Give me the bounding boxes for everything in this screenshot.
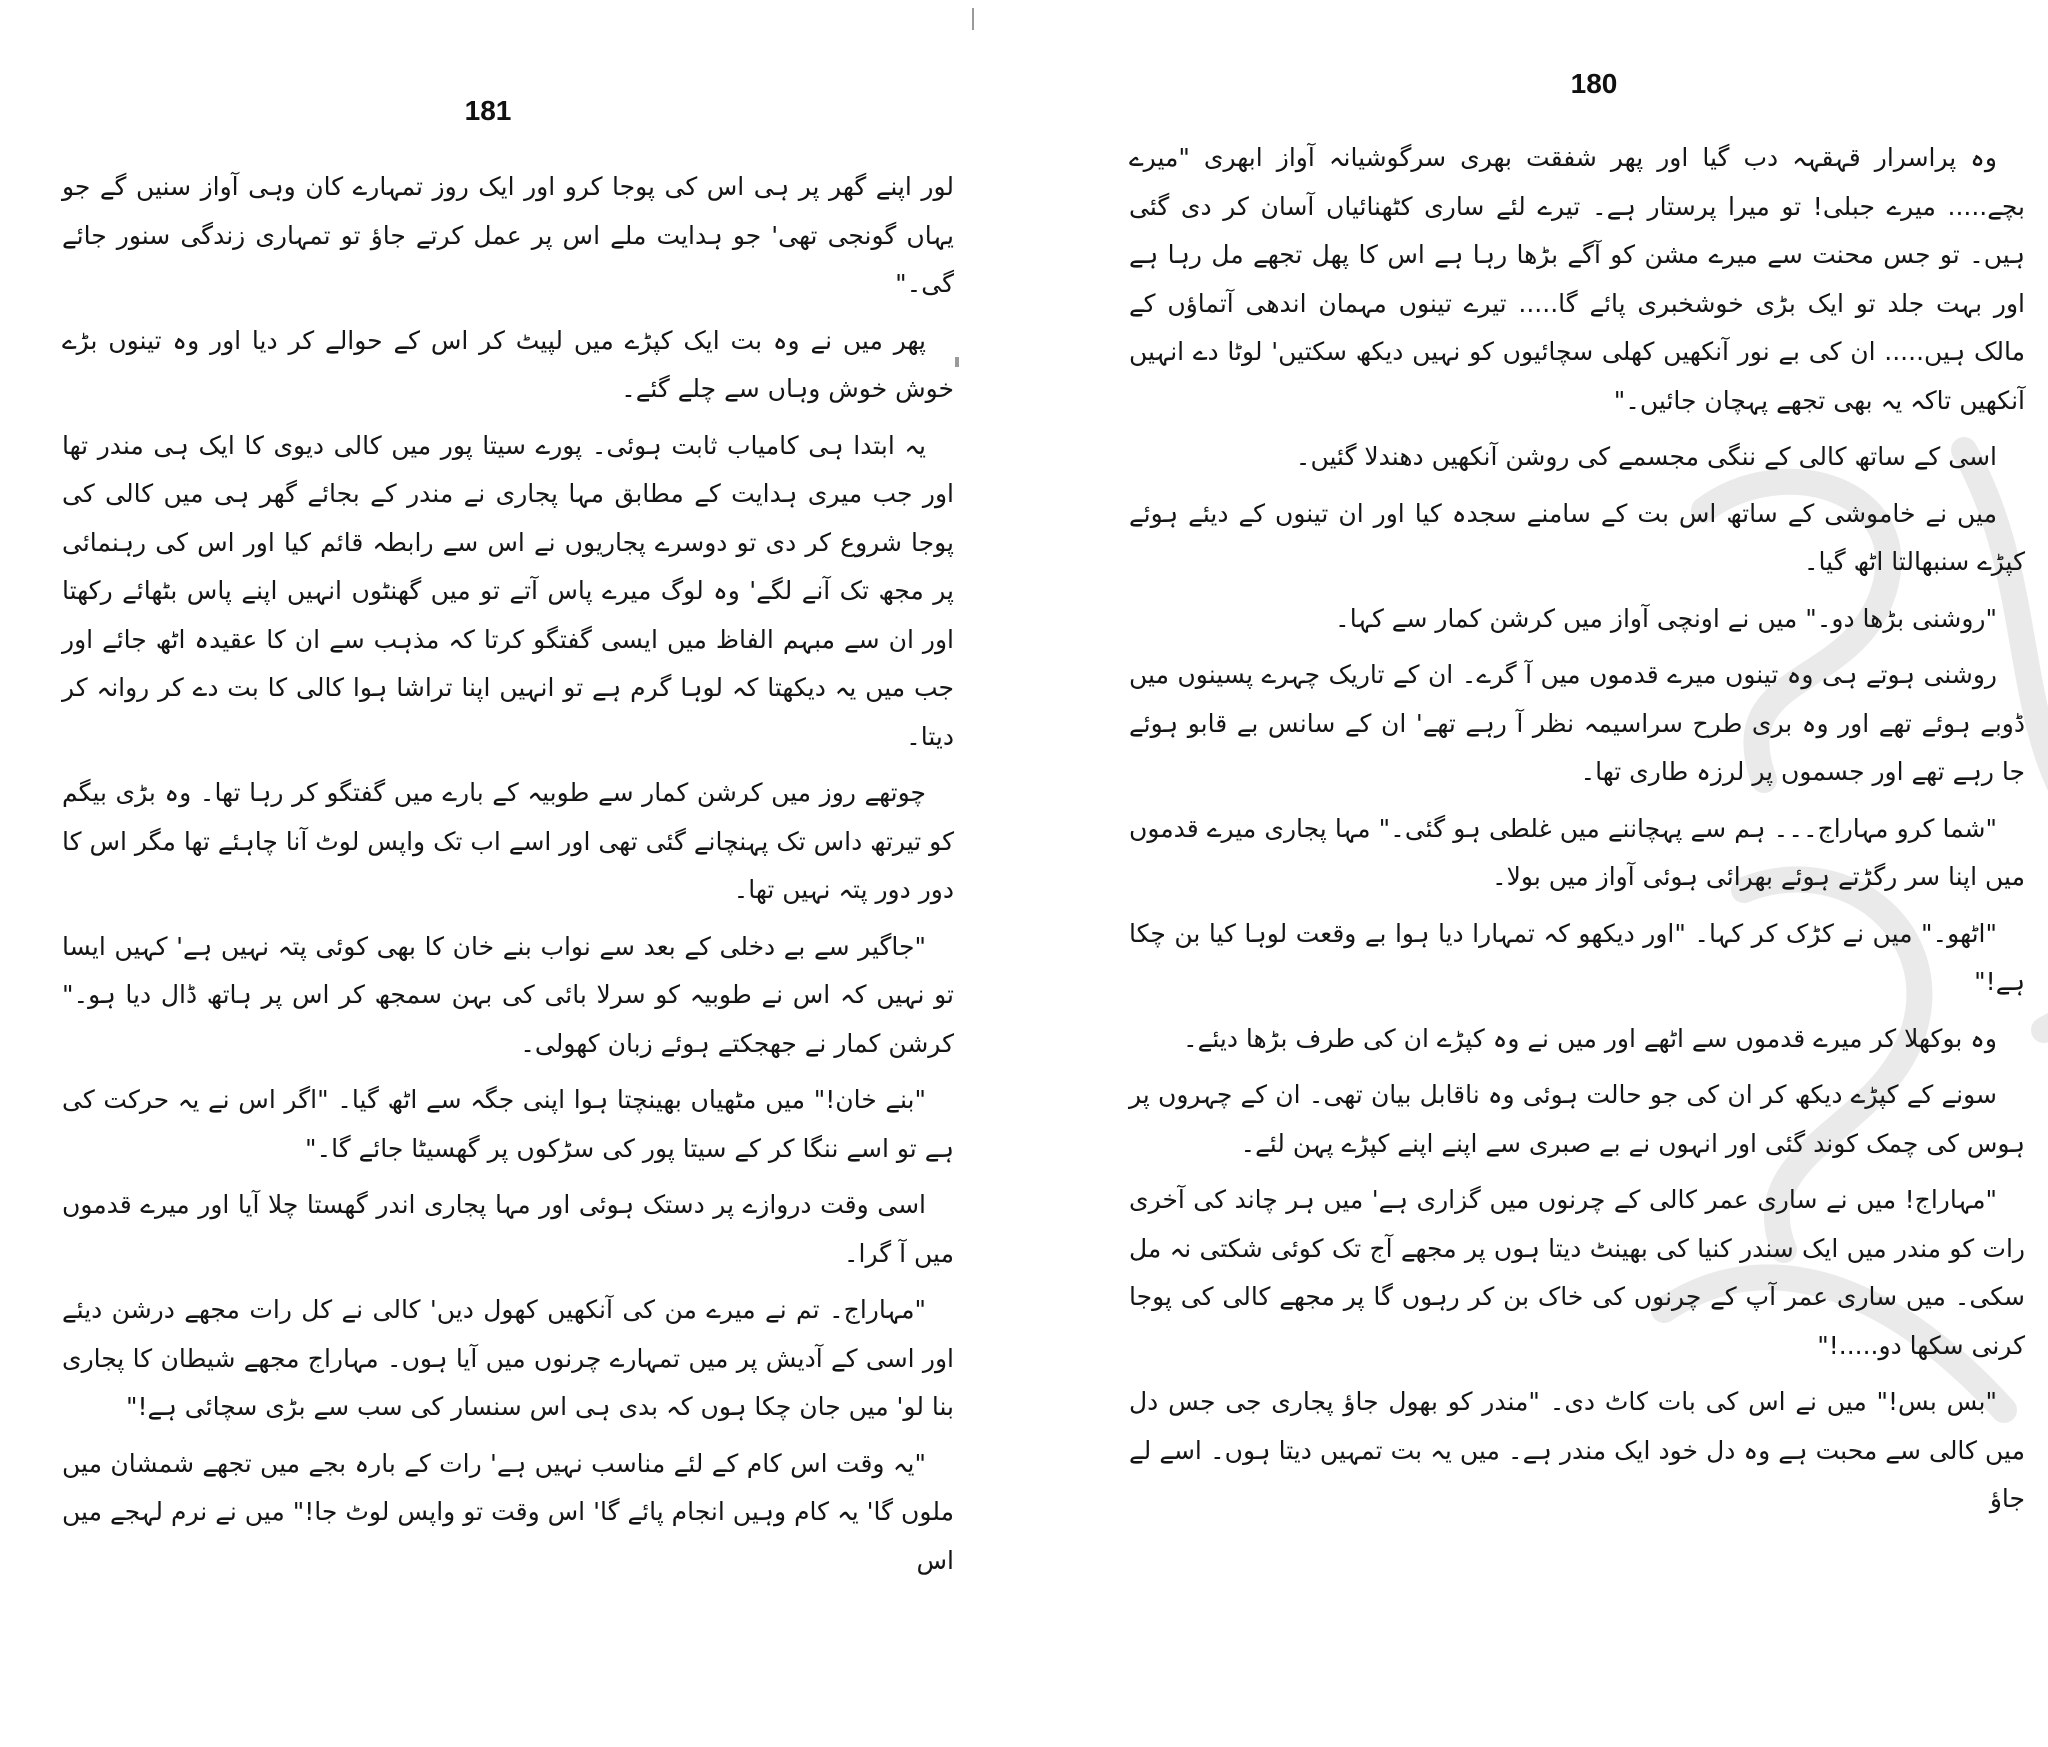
- paragraph: "روشنی بڑھا دو۔" میں نے اونچی آواز میں کرشن کمار سے کہا۔: [1335, 603, 1997, 633]
- left-page-text: [62, 163, 954, 1593]
- paragraph: یہ ابتدا ہی کامیاب ثابت ہوئی۔ پورے سیتا پور میں کالی دیوی کا ایک ہی مندر تھا اور جب میری ہدایت کے مطابق مہا پجاری نے مندر کے بجائے گھر ہی میں کالی کی پوجا شروع کر دی تو دوسرے پجاریوں نے اس سے رابطہ قائم کیا اور اس کی رہنمائی پر مجھ تک آنے لگے' وہ لوگ میرے پاس آتے تو میں گھنٹوں انہیں اپنے پاس بٹھائے رکھتا اور ان سے مبہم الفاظ میں ایسی گفتگو کرتا کہ مذہب سے ان کا عقیدہ اٹھ جائے اور جب میں یہ دیکھتا کہ لوہا گرم ہے تو انہیں اپنا تراشا ہوا کالی کا بت دے کر روانہ کر دیتا۔: [62, 430, 954, 751]
- paragraph: لور اپنے گھر پر ہی اس کی پوجا کرو اور ایک روز تمہارے کان وہی آواز سنیں گے جو یہاں گونجی تھی' جو ہدایت ملے اس پر عمل کرتے جاؤ تو تمہاری زندگی سنور جائے گی۔": [62, 172, 954, 298]
- paragraph: چوتھے روز میں کرشن کمار سے طوبیہ کے بارے میں گفتگو کر رہا تھا۔ وہ بڑی بیگم کو تیرتھ داس تک پہنچانے گئی تھی اور اسے اب تک واپس لوٹ آنا چاہئے تھا مگر اس کا دور دور پتہ نہیں تھا۔: [62, 778, 954, 904]
- paragraph: "بس بس!" میں نے اس کی بات کاٹ دی۔ "مندر کو بھول جاؤ پجاری جی جس دل میں کالی سے محبت ہے وہ دل خود ایک مندر ہے۔ میں یہ بت تمہیں دیتا ہوں۔ اسے لے جاؤ: [1129, 1387, 2025, 1513]
- page-number-181: 181: [464, 95, 512, 126]
- right-page: [1024, 0, 2048, 1747]
- scan-speck: [955, 357, 959, 367]
- paragraph: میں نے خاموشی کے ساتھ اس بت کے سامنے سجدہ کیا اور ان تینوں کے دیئے ہوئے کپڑے سنبھالتا اٹھ گیا۔: [1129, 498, 2025, 576]
- scan-speck: [972, 8, 974, 30]
- paragraph: سونے کے کپڑے دیکھ کر ان کی جو حالت ہوئی وہ ناقابل بیان تھی۔ ان کے چہروں پر ہوس کی چمک کوند گئی اور انہوں نے بے صبری سے اپنے اپنے کپڑے پہن لئے۔: [1129, 1080, 2025, 1158]
- paragraph: اسی وقت دروازے پر دستک ہوئی اور مہا پجاری اندر گھستا چلا آیا اور میرے قدموں میں آ گرا۔: [62, 1190, 954, 1268]
- paragraph: "یہ وقت اس کام کے لئے مناسب نہیں ہے' رات کے بارہ بجے میں تجھے شمشان میں ملوں گا' یہ کام وہیں انجام پائے گا' اس وقت تو واپس لوٹ جا!" میں نے نرم لہجے میں اس: [62, 1448, 954, 1575]
- paragraph: "اٹھو۔" میں نے کڑک کر کہا۔ "اور دیکھو کہ تمہارا دیا ہوا بے وقعت لوہا کیا بن چکا ہے!": [1129, 918, 2025, 996]
- paragraph: "شما کرو مہاراج۔۔۔ ہم سے پہچاننے میں غلطی ہو گئی۔" مہا پجاری میرے قدموں میں اپنا سر رگڑتے ہوئے بھرائی ہوئی آواز میں بولا۔: [1129, 813, 2025, 891]
- paragraph: "مہاراج! میں نے ساری عمر کالی کے چرنوں میں گزاری ہے' میں ہر چاند کی آخری رات کو مندر میں ایک سندر کنیا کی بھینٹ دیتا ہوں پر مجھے آج تک کوئی شکتی نہ مل سکی۔ میں ساری عمر آپ کے چرنوں کی خاک بن کر رہوں گا پر مجھے کالی کی پوجا کرنی سکھا دو.....!": [1129, 1185, 2025, 1360]
- paragraph: اسی کے ساتھ کالی کے ننگی مجسمے کی روشن آنکھیں دھندلا گئیں۔: [1295, 442, 1997, 471]
- paragraph: وہ بوکھلا کر میرے قدموں سے اٹھے اور میں نے وہ کپڑے ان کی طرف بڑھا دیئے۔: [1183, 1023, 1997, 1053]
- paragraph: وہ پراسرار قہقہہ دب گیا اور پھر شفقت بھری سرگوشیانہ آواز ابھری "میرے بچے..... میرے جبلی! تو میرا پرستار ہے۔ تیرے لئے ساری کٹھنائیاں آسان کر دی گئی ہیں۔ تو جس محنت سے میرے مشن کو آگے بڑھا رہا ہے اس کا پھل تجھے مل رہا ہے اور بہت جلد تو ایک بڑی خوشخبری پائے گا..... تیرے تینوں مہمان اندھی آتماؤں کے مالک ہیں..... ان کی بے نور آنکھیں کھلی سچائیوں کو نہیں دیکھ سکتیں' لوٹا دے انہیں آنکھیں تاکہ یہ بھی تجھے پہچان جائیں۔": [1129, 143, 2025, 415]
- paragraph: "جاگیر سے بے دخلی کے بعد سے نواب بنے خان کا بھی کوئی پتہ نہیں ہے' کہیں ایسا تو نہیں کہ اس نے طوبیہ کو سرلا بائی کی بہن سمجھ کر اس پر ہاتھ ڈال دیا ہو۔" کرشن کمار نے جھجکتے ہوئے زبان کھولی۔: [62, 931, 954, 1058]
- paragraph: روشنی ہوتے ہی وہ تینوں میرے قدموں میں آ گرے۔ ان کے تاریک چہرے پسینوں میں ڈوبے ہوئے تھے اور وہ بری طرح سراسیمہ نظر آ رہے تھے' ان کے سانس بے قابو ہوئے جا رہے تھے اور جسموں پر لرزہ طاری تھا۔: [1129, 660, 2025, 786]
- page-number-180: 180: [1570, 68, 1618, 99]
- paragraph: "بنے خان!" میں مٹھیاں بھینچتا ہوا اپنی جگہ سے اٹھ گیا۔ "اگر اس نے یہ حرکت کی ہے تو اسے ننگا کر کے سیتا پور کی سڑکوں پر گھسیٹا جائے گا۔": [62, 1085, 954, 1163]
- paragraph: پھر میں نے وہ بت ایک کپڑے میں لپیٹ کر اس کے حوالے کر دیا اور وہ تینوں بڑے خوش خوش وہاں سے چلے گئے۔: [62, 325, 954, 403]
- paragraph: "مہاراج۔ تم نے میرے من کی آنکھیں کھول دیں' کالی نے کل رات مجھے درشن دیئے اور اسی کے آدیش پر میں تمہارے چرنوں میں آیا ہوں۔ مہاراج مجھے شیطان کا پجاری بنا لو' میں جان چکا ہوں کہ بدی ہی اس سنسار کی سب سے بڑی سچائی ہے!": [62, 1295, 954, 1421]
- right-page-text: [1129, 134, 2025, 1532]
